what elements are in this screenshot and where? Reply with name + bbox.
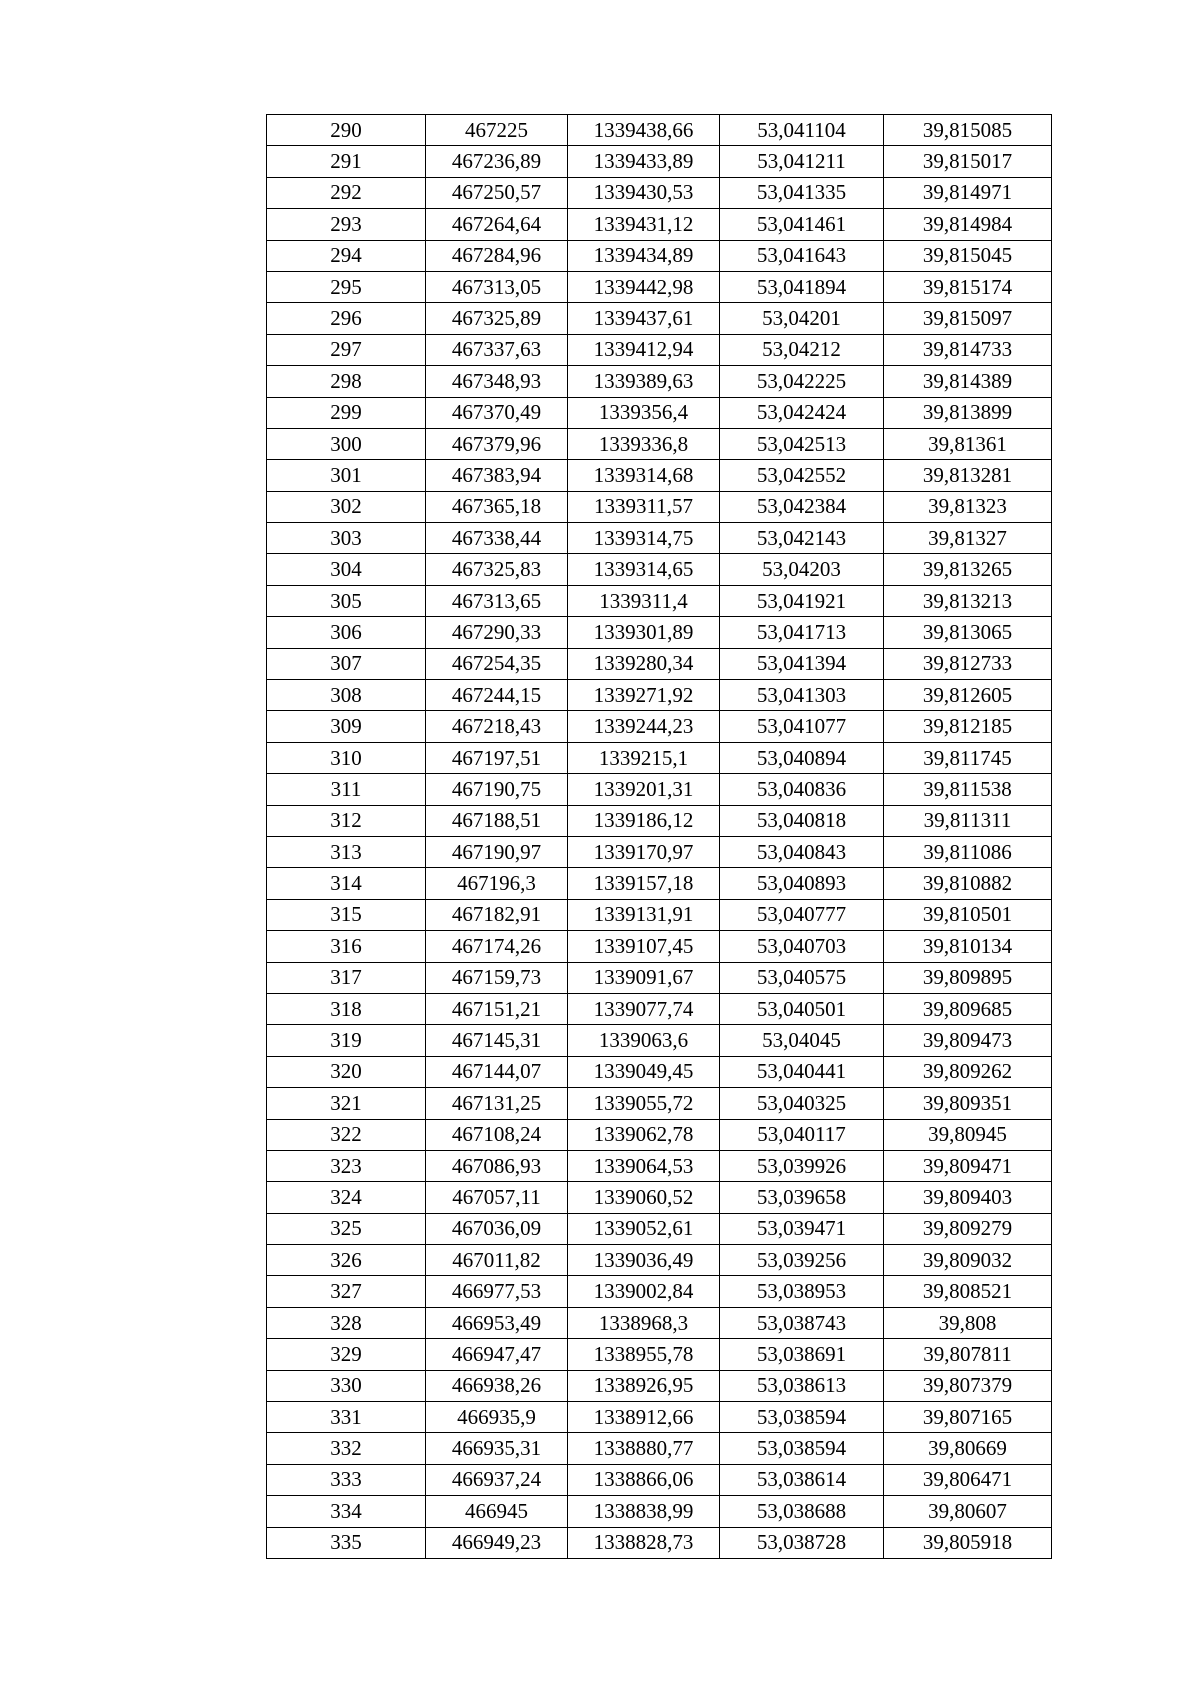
latitude-cell: 53,039658 [720, 1182, 884, 1213]
x-coordinate-cell: 467236,89 [426, 146, 568, 177]
point-number-cell: 328 [267, 1307, 426, 1338]
x-coordinate-cell: 467151,21 [426, 993, 568, 1024]
latitude-cell: 53,04203 [720, 554, 884, 585]
x-coordinate-cell: 467159,73 [426, 962, 568, 993]
point-number-cell: 300 [267, 428, 426, 459]
point-number-cell: 316 [267, 931, 426, 962]
table-row [267, 1370, 1052, 1401]
y-coordinate-cell: 1339157,18 [568, 868, 720, 899]
point-number-cell: 320 [267, 1056, 426, 1087]
longitude-cell: 39,809279 [884, 1213, 1052, 1244]
x-coordinate-cell: 467131,25 [426, 1088, 568, 1119]
latitude-cell: 53,04201 [720, 303, 884, 334]
latitude-cell: 53,04045 [720, 1025, 884, 1056]
y-coordinate-cell: 1339311,4 [568, 585, 720, 616]
y-coordinate-cell: 1339036,49 [568, 1245, 720, 1276]
x-coordinate-cell: 467383,94 [426, 460, 568, 491]
table-row [267, 899, 1052, 930]
x-coordinate-cell: 466937,24 [426, 1464, 568, 1495]
x-coordinate-cell: 467337,63 [426, 334, 568, 365]
point-number-cell: 291 [267, 146, 426, 177]
point-number-cell: 312 [267, 805, 426, 836]
latitude-cell: 53,041077 [720, 711, 884, 742]
table-row [267, 303, 1052, 334]
y-coordinate-cell: 1339311,57 [568, 491, 720, 522]
table-row [267, 742, 1052, 773]
table-body [267, 115, 1052, 1559]
latitude-cell: 53,040441 [720, 1056, 884, 1087]
point-number-cell: 326 [267, 1245, 426, 1276]
point-number-cell: 299 [267, 397, 426, 428]
x-coordinate-cell: 466949,23 [426, 1527, 568, 1558]
x-coordinate-cell: 466938,26 [426, 1370, 568, 1401]
longitude-cell: 39,807379 [884, 1370, 1052, 1401]
longitude-cell: 39,814733 [884, 334, 1052, 365]
latitude-cell: 53,039926 [720, 1150, 884, 1181]
longitude-cell: 39,809473 [884, 1025, 1052, 1056]
table-row [267, 774, 1052, 805]
y-coordinate-cell: 1339433,89 [568, 146, 720, 177]
table-row [267, 1496, 1052, 1527]
latitude-cell: 53,038691 [720, 1339, 884, 1370]
table-row [267, 366, 1052, 397]
y-coordinate-cell: 1339055,72 [568, 1088, 720, 1119]
y-coordinate-cell: 1338880,77 [568, 1433, 720, 1464]
table-row [267, 460, 1052, 491]
table-row [267, 868, 1052, 899]
latitude-cell: 53,038743 [720, 1307, 884, 1338]
longitude-cell: 39,811311 [884, 805, 1052, 836]
longitude-cell: 39,811745 [884, 742, 1052, 773]
y-coordinate-cell: 1339063,6 [568, 1025, 720, 1056]
point-number-cell: 292 [267, 177, 426, 208]
longitude-cell: 39,811086 [884, 836, 1052, 867]
table-row [267, 1307, 1052, 1338]
y-coordinate-cell: 1339201,31 [568, 774, 720, 805]
table-row [267, 491, 1052, 522]
table-row [267, 146, 1052, 177]
latitude-cell: 53,040703 [720, 931, 884, 962]
latitude-cell: 53,039256 [720, 1245, 884, 1276]
latitude-cell: 53,040325 [720, 1088, 884, 1119]
y-coordinate-cell: 1339280,34 [568, 648, 720, 679]
latitude-cell: 53,041461 [720, 209, 884, 240]
point-number-cell: 308 [267, 680, 426, 711]
point-number-cell: 311 [267, 774, 426, 805]
table-row [267, 209, 1052, 240]
point-number-cell: 335 [267, 1527, 426, 1558]
point-number-cell: 296 [267, 303, 426, 334]
table-row [267, 397, 1052, 428]
x-coordinate-cell: 467197,51 [426, 742, 568, 773]
point-number-cell: 332 [267, 1433, 426, 1464]
table-row [267, 1276, 1052, 1307]
point-number-cell: 315 [267, 899, 426, 930]
x-coordinate-cell: 467086,93 [426, 1150, 568, 1181]
longitude-cell: 39,815174 [884, 271, 1052, 302]
y-coordinate-cell: 1339431,12 [568, 209, 720, 240]
x-coordinate-cell: 467325,83 [426, 554, 568, 585]
longitude-cell: 39,80607 [884, 1496, 1052, 1527]
latitude-cell: 53,042384 [720, 491, 884, 522]
longitude-cell: 39,813213 [884, 585, 1052, 616]
point-number-cell: 327 [267, 1276, 426, 1307]
y-coordinate-cell: 1339131,91 [568, 899, 720, 930]
longitude-cell: 39,812605 [884, 680, 1052, 711]
point-number-cell: 323 [267, 1150, 426, 1181]
latitude-cell: 53,040575 [720, 962, 884, 993]
table-row [267, 1433, 1052, 1464]
x-coordinate-cell: 467325,89 [426, 303, 568, 334]
x-coordinate-cell: 467365,18 [426, 491, 568, 522]
y-coordinate-cell: 1338968,3 [568, 1307, 720, 1338]
longitude-cell: 39,815017 [884, 146, 1052, 177]
latitude-cell: 53,041211 [720, 146, 884, 177]
x-coordinate-cell: 467190,75 [426, 774, 568, 805]
y-coordinate-cell: 1338866,06 [568, 1464, 720, 1495]
point-number-cell: 313 [267, 836, 426, 867]
latitude-cell: 53,040836 [720, 774, 884, 805]
table-row [267, 1339, 1052, 1370]
x-coordinate-cell: 467290,33 [426, 617, 568, 648]
point-number-cell: 307 [267, 648, 426, 679]
x-coordinate-cell: 467182,91 [426, 899, 568, 930]
point-number-cell: 331 [267, 1402, 426, 1433]
y-coordinate-cell: 1339356,4 [568, 397, 720, 428]
table-row [267, 554, 1052, 585]
point-number-cell: 302 [267, 491, 426, 522]
latitude-cell: 53,038953 [720, 1276, 884, 1307]
latitude-cell: 53,042552 [720, 460, 884, 491]
longitude-cell: 39,807811 [884, 1339, 1052, 1370]
point-number-cell: 334 [267, 1496, 426, 1527]
table-row [267, 1150, 1052, 1181]
table-row [267, 931, 1052, 962]
table-row [267, 177, 1052, 208]
longitude-cell: 39,812185 [884, 711, 1052, 742]
longitude-cell: 39,809262 [884, 1056, 1052, 1087]
point-number-cell: 303 [267, 523, 426, 554]
y-coordinate-cell: 1339314,65 [568, 554, 720, 585]
point-number-cell: 324 [267, 1182, 426, 1213]
x-coordinate-cell: 467313,05 [426, 271, 568, 302]
latitude-cell: 53,038688 [720, 1496, 884, 1527]
y-coordinate-cell: 1339442,98 [568, 271, 720, 302]
table-row [267, 962, 1052, 993]
y-coordinate-cell: 1338838,99 [568, 1496, 720, 1527]
latitude-cell: 53,040501 [720, 993, 884, 1024]
latitude-cell: 53,038728 [720, 1527, 884, 1558]
longitude-cell: 39,815045 [884, 240, 1052, 271]
y-coordinate-cell: 1339314,75 [568, 523, 720, 554]
x-coordinate-cell: 466947,47 [426, 1339, 568, 1370]
longitude-cell: 39,814389 [884, 366, 1052, 397]
y-coordinate-cell: 1339434,89 [568, 240, 720, 271]
x-coordinate-cell: 467254,35 [426, 648, 568, 679]
x-coordinate-cell: 467225 [426, 115, 568, 146]
longitude-cell: 39,808 [884, 1307, 1052, 1338]
x-coordinate-cell: 467174,26 [426, 931, 568, 962]
table-row [267, 240, 1052, 271]
x-coordinate-cell: 467379,96 [426, 428, 568, 459]
point-number-cell: 305 [267, 585, 426, 616]
x-coordinate-cell: 467370,49 [426, 397, 568, 428]
point-number-cell: 330 [267, 1370, 426, 1401]
longitude-cell: 39,812733 [884, 648, 1052, 679]
longitude-cell: 39,809471 [884, 1150, 1052, 1181]
longitude-cell: 39,809032 [884, 1245, 1052, 1276]
point-number-cell: 294 [267, 240, 426, 271]
longitude-cell: 39,810882 [884, 868, 1052, 899]
latitude-cell: 53,040117 [720, 1119, 884, 1150]
x-coordinate-cell: 467264,64 [426, 209, 568, 240]
point-number-cell: 318 [267, 993, 426, 1024]
latitude-cell: 53,041894 [720, 271, 884, 302]
point-number-cell: 290 [267, 115, 426, 146]
point-number-cell: 329 [267, 1339, 426, 1370]
latitude-cell: 53,038613 [720, 1370, 884, 1401]
y-coordinate-cell: 1339170,97 [568, 836, 720, 867]
x-coordinate-cell: 466977,53 [426, 1276, 568, 1307]
longitude-cell: 39,80669 [884, 1433, 1052, 1464]
x-coordinate-cell: 467338,44 [426, 523, 568, 554]
point-number-cell: 314 [267, 868, 426, 899]
point-number-cell: 325 [267, 1213, 426, 1244]
longitude-cell: 39,80945 [884, 1119, 1052, 1150]
latitude-cell: 53,040818 [720, 805, 884, 836]
longitude-cell: 39,809403 [884, 1182, 1052, 1213]
longitude-cell: 39,814984 [884, 209, 1052, 240]
y-coordinate-cell: 1338926,95 [568, 1370, 720, 1401]
longitude-cell: 39,81323 [884, 491, 1052, 522]
table-row [267, 428, 1052, 459]
table-row [267, 711, 1052, 742]
x-coordinate-cell: 467196,3 [426, 868, 568, 899]
x-coordinate-cell: 466953,49 [426, 1307, 568, 1338]
y-coordinate-cell: 1339389,63 [568, 366, 720, 397]
point-number-cell: 333 [267, 1464, 426, 1495]
x-coordinate-cell: 467188,51 [426, 805, 568, 836]
x-coordinate-cell: 466935,9 [426, 1402, 568, 1433]
table-row [267, 1056, 1052, 1087]
longitude-cell: 39,811538 [884, 774, 1052, 805]
x-coordinate-cell: 467057,11 [426, 1182, 568, 1213]
point-number-cell: 306 [267, 617, 426, 648]
latitude-cell: 53,042424 [720, 397, 884, 428]
point-number-cell: 295 [267, 271, 426, 302]
table-row [267, 836, 1052, 867]
x-coordinate-cell: 467250,57 [426, 177, 568, 208]
table-row [267, 680, 1052, 711]
point-number-cell: 298 [267, 366, 426, 397]
longitude-cell: 39,815085 [884, 115, 1052, 146]
x-coordinate-cell: 467218,43 [426, 711, 568, 742]
y-coordinate-cell: 1339049,45 [568, 1056, 720, 1087]
x-coordinate-cell: 466935,31 [426, 1433, 568, 1464]
latitude-cell: 53,040777 [720, 899, 884, 930]
y-coordinate-cell: 1339301,89 [568, 617, 720, 648]
x-coordinate-cell: 467244,15 [426, 680, 568, 711]
longitude-cell: 39,81361 [884, 428, 1052, 459]
table-row [267, 1025, 1052, 1056]
latitude-cell: 53,038594 [720, 1402, 884, 1433]
table-row [267, 805, 1052, 836]
y-coordinate-cell: 1338828,73 [568, 1527, 720, 1558]
table-row [267, 1088, 1052, 1119]
table-row [267, 1213, 1052, 1244]
point-number-cell: 322 [267, 1119, 426, 1150]
x-coordinate-cell: 467011,82 [426, 1245, 568, 1276]
y-coordinate-cell: 1339060,52 [568, 1182, 720, 1213]
latitude-cell: 53,040893 [720, 868, 884, 899]
y-coordinate-cell: 1339336,8 [568, 428, 720, 459]
y-coordinate-cell: 1339002,84 [568, 1276, 720, 1307]
y-coordinate-cell: 1339107,45 [568, 931, 720, 962]
longitude-cell: 39,814971 [884, 177, 1052, 208]
longitude-cell: 39,809685 [884, 993, 1052, 1024]
y-coordinate-cell: 1339064,53 [568, 1150, 720, 1181]
x-coordinate-cell: 467108,24 [426, 1119, 568, 1150]
point-number-cell: 304 [267, 554, 426, 585]
x-coordinate-cell: 467145,31 [426, 1025, 568, 1056]
table-row [267, 585, 1052, 616]
longitude-cell: 39,815097 [884, 303, 1052, 334]
longitude-cell: 39,813899 [884, 397, 1052, 428]
y-coordinate-cell: 1339412,94 [568, 334, 720, 365]
latitude-cell: 53,041303 [720, 680, 884, 711]
point-number-cell: 317 [267, 962, 426, 993]
latitude-cell: 53,040894 [720, 742, 884, 773]
table-row [267, 271, 1052, 302]
table-row [267, 993, 1052, 1024]
point-number-cell: 309 [267, 711, 426, 742]
table-row [267, 648, 1052, 679]
y-coordinate-cell: 1338912,66 [568, 1402, 720, 1433]
point-number-cell: 297 [267, 334, 426, 365]
table-row [267, 115, 1052, 146]
longitude-cell: 39,81327 [884, 523, 1052, 554]
longitude-cell: 39,809351 [884, 1088, 1052, 1119]
latitude-cell: 53,038614 [720, 1464, 884, 1495]
x-coordinate-cell: 467144,07 [426, 1056, 568, 1087]
x-coordinate-cell: 467036,09 [426, 1213, 568, 1244]
longitude-cell: 39,810501 [884, 899, 1052, 930]
latitude-cell: 53,041335 [720, 177, 884, 208]
latitude-cell: 53,042513 [720, 428, 884, 459]
latitude-cell: 53,042143 [720, 523, 884, 554]
point-number-cell: 310 [267, 742, 426, 773]
coordinates-table [266, 114, 1052, 1559]
longitude-cell: 39,813265 [884, 554, 1052, 585]
table-row [267, 1182, 1052, 1213]
y-coordinate-cell: 1339091,67 [568, 962, 720, 993]
table-row [267, 334, 1052, 365]
x-coordinate-cell: 467190,97 [426, 836, 568, 867]
table-row [267, 1119, 1052, 1150]
table-row [267, 1464, 1052, 1495]
x-coordinate-cell: 467348,93 [426, 366, 568, 397]
y-coordinate-cell: 1339062,78 [568, 1119, 720, 1150]
latitude-cell: 53,041394 [720, 648, 884, 679]
longitude-cell: 39,805918 [884, 1527, 1052, 1558]
table-row [267, 1245, 1052, 1276]
x-coordinate-cell: 466945 [426, 1496, 568, 1527]
x-coordinate-cell: 467284,96 [426, 240, 568, 271]
longitude-cell: 39,810134 [884, 931, 1052, 962]
y-coordinate-cell: 1339077,74 [568, 993, 720, 1024]
longitude-cell: 39,807165 [884, 1402, 1052, 1433]
point-number-cell: 301 [267, 460, 426, 491]
table-row [267, 1527, 1052, 1558]
latitude-cell: 53,041104 [720, 115, 884, 146]
y-coordinate-cell: 1339052,61 [568, 1213, 720, 1244]
longitude-cell: 39,806471 [884, 1464, 1052, 1495]
longitude-cell: 39,813065 [884, 617, 1052, 648]
latitude-cell: 53,041643 [720, 240, 884, 271]
latitude-cell: 53,039471 [720, 1213, 884, 1244]
table-row [267, 1402, 1052, 1433]
latitude-cell: 53,038594 [720, 1433, 884, 1464]
point-number-cell: 319 [267, 1025, 426, 1056]
latitude-cell: 53,040843 [720, 836, 884, 867]
longitude-cell: 39,809895 [884, 962, 1052, 993]
y-coordinate-cell: 1339437,61 [568, 303, 720, 334]
latitude-cell: 53,041713 [720, 617, 884, 648]
y-coordinate-cell: 1339430,53 [568, 177, 720, 208]
point-number-cell: 321 [267, 1088, 426, 1119]
longitude-cell: 39,808521 [884, 1276, 1052, 1307]
y-coordinate-cell: 1339438,66 [568, 115, 720, 146]
latitude-cell: 53,04212 [720, 334, 884, 365]
latitude-cell: 53,042225 [720, 366, 884, 397]
table-row [267, 523, 1052, 554]
y-coordinate-cell: 1339186,12 [568, 805, 720, 836]
y-coordinate-cell: 1338955,78 [568, 1339, 720, 1370]
table-row [267, 617, 1052, 648]
longitude-cell: 39,813281 [884, 460, 1052, 491]
point-number-cell: 293 [267, 209, 426, 240]
y-coordinate-cell: 1339271,92 [568, 680, 720, 711]
y-coordinate-cell: 1339244,23 [568, 711, 720, 742]
y-coordinate-cell: 1339215,1 [568, 742, 720, 773]
x-coordinate-cell: 467313,65 [426, 585, 568, 616]
y-coordinate-cell: 1339314,68 [568, 460, 720, 491]
latitude-cell: 53,041921 [720, 585, 884, 616]
